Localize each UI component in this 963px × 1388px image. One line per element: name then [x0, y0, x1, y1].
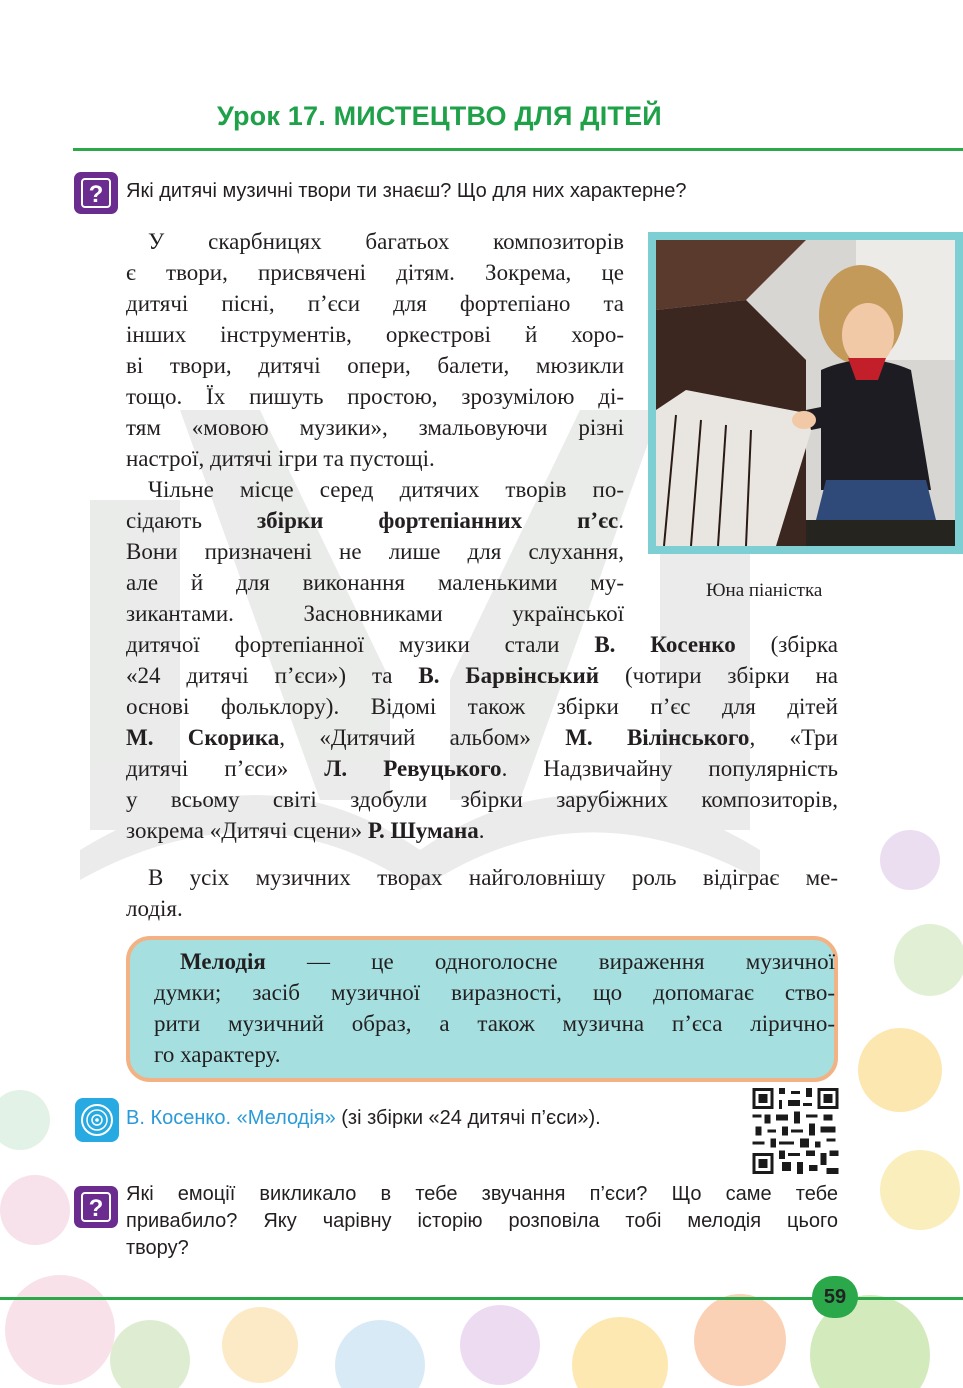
question-mark-glyph: ? [81, 1192, 111, 1222]
text-line: Вони призначені не лише для слухання, [126, 539, 624, 564]
composer-name: В. Косенко [594, 632, 736, 657]
paragraph-2 [126, 474, 624, 629]
text-line: думки; засіб музичної виразності, що допомагає ство- [154, 980, 835, 1005]
photo-frame [648, 232, 963, 554]
text-line: У скарбницях багатьох композиторів [148, 229, 624, 254]
text-line: лодія. [126, 896, 183, 921]
text-line: го характеру. [154, 1042, 281, 1067]
audio-disc-icon [75, 1098, 119, 1142]
paragraph-1 [126, 226, 624, 474]
piano-girl-illustration [656, 240, 955, 546]
text-line: В усіх музичних творах найголовнішу роль відіграє ме- [148, 865, 838, 890]
text-line: дитячої фортепіанної музики стали В. Косенко (збірка [126, 632, 838, 657]
composer-name: М. Скорика [126, 725, 280, 750]
title-underline [73, 148, 963, 151]
question-2 [126, 1181, 838, 1262]
question-icon [74, 172, 118, 214]
text-line: дитячі пісні, п’єси для фортепіано та [126, 291, 624, 316]
paint-splash-left [0, 1060, 80, 1260]
bold-term: збірки фортепіанних п’єс [256, 508, 619, 533]
paint-splash-right [840, 820, 963, 1140]
composer-name: М. Вілінського [565, 725, 750, 750]
question-1: Які дитячі музичні твори ти знаєш? Що для них характерне? [126, 180, 687, 202]
text-line: у всьому світі здобули збірки зарубіжних композиторів, [126, 787, 838, 812]
composer-name: Л. Ревуцького [324, 756, 502, 781]
composer-name: В. Барвінський [418, 663, 600, 688]
text-line: «24 дитячі п’єси») та В. Барвінський (чотири збірки на [126, 663, 838, 688]
question-mark-glyph: ? [81, 178, 111, 208]
audio-link[interactable]: В. Косенко. «Мелодія» [126, 1107, 336, 1129]
text-line: Які емоції викликало в тебе звучання п’єси? Що саме тебе [126, 1183, 838, 1205]
question-icon [74, 1186, 118, 1228]
listening-collection-note: (зі збірки «24 дитячі п’єси»). [335, 1107, 601, 1129]
paragraph-2-continued [126, 629, 838, 846]
composer-name: Р. Шумана [367, 818, 479, 843]
text-line: настрої, дитячі ігри та пустощі. [126, 446, 435, 471]
text-line: основі фольклору). Відомі також збірки п’єс для дітей [126, 694, 838, 719]
paragraph-3 [126, 862, 838, 924]
photo-caption: Юна піаністка [706, 580, 823, 601]
text-line: є твори, присвячені дітям. Зокрема, це [126, 260, 624, 285]
listening-task [126, 1107, 601, 1130]
text-line: Мелодія — це одноголосне вираження музичної [180, 949, 835, 974]
text-line: рити музичний образ, а також музична п’єса лірично- [154, 1011, 835, 1036]
text-line: ві твори, дитячі опери, балети, мюзикли [126, 353, 624, 378]
qr-code[interactable] [752, 1088, 839, 1174]
text-line: тям «мовою музики», змальовуючи різні [126, 415, 624, 440]
text-line: твору? [126, 1237, 189, 1259]
text-line: сідають збірки фортепіанних п’єс. [126, 508, 624, 533]
text-line: привабило? Яку чарівну історію розповіла тобі мелодія цього [126, 1210, 838, 1232]
text-line: зокрема «Дитячі сцени» Р. Шумана. [126, 818, 485, 843]
text-line: інших інструментів, оркестрові й хоро- [126, 322, 624, 347]
text-line: зикантами. Засновниками української [126, 601, 624, 626]
definition-term: Мелодія [180, 949, 266, 974]
definition-text [154, 946, 835, 1070]
lesson-title: Урок 17. МИСТЕЦТВО ДЛЯ ДІТЕЙ [217, 101, 662, 131]
text-line: М. Скорика, «Дитячий альбом» М. Вілінського, «Три [126, 725, 838, 750]
text-line: але й для виконання маленькими му- [126, 570, 624, 595]
page-number: 59 [812, 1276, 858, 1318]
photo-girl-at-piano [656, 240, 955, 546]
text-line: дитячі п’єси» Л. Ревуцького. Надзвичайну популярність [126, 756, 838, 781]
text-line: тощо. Їх пишуть простою, зрозумілою ді- [126, 384, 624, 409]
text-line: Чільне місце серед дитячих творів по- [148, 477, 624, 502]
